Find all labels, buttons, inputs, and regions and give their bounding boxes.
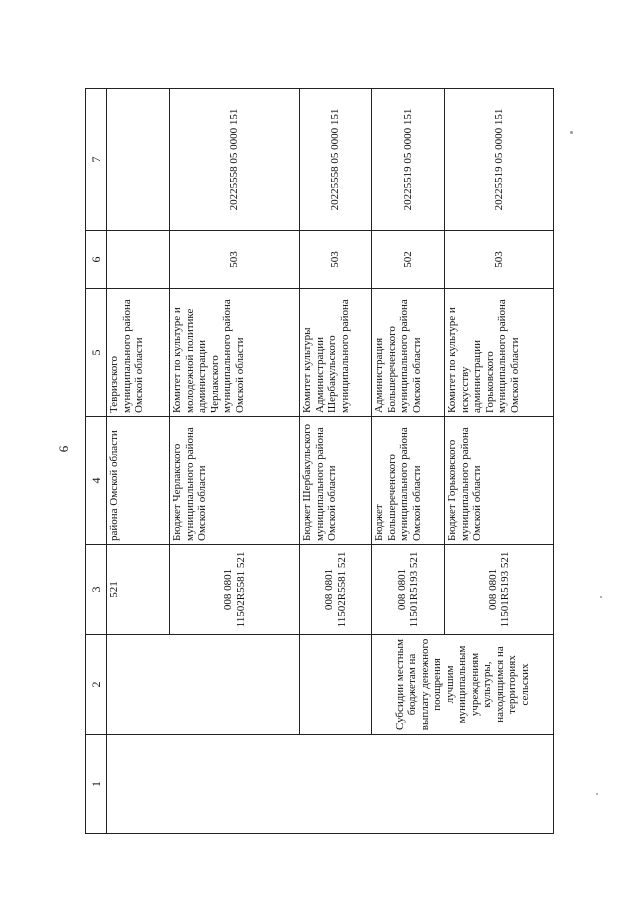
- cell-administrator: Комитет по культуре и молодежной политике администрации Черлакского муниципального района Омской области: [170, 289, 300, 417]
- cell-col1: [170, 735, 300, 834]
- cell-budget-code: 008 0801 11502R5581 521: [170, 545, 300, 635]
- cell-subsidy-description: Субсидии местным бюджетам на выплату денежного поощрения лучшим муниципальным учреждениям культуры, находящимся на территориях сельских: [372, 635, 554, 735]
- cell-col1: [300, 735, 372, 834]
- cell-budget-code: 008 0801 11502R5581 521: [300, 545, 372, 635]
- cell-col2: [300, 635, 372, 735]
- cell-budget-name: Бюджет Черлакского муниципального района Омской области: [170, 417, 300, 545]
- cell-code: 503: [300, 231, 372, 289]
- header-cell: 3: [86, 545, 107, 635]
- cell-administrator: Комитет культуры Администрации Шербакульского муниципального района: [300, 289, 372, 417]
- scan-speck: [600, 596, 602, 598]
- scan-speck: [596, 793, 598, 795]
- page-number: 6: [56, 445, 71, 453]
- header-cell: 2: [86, 635, 107, 735]
- cell-budget-code: 521: [107, 545, 170, 635]
- header-cell: 5: [86, 289, 107, 417]
- cell-revenue-code: 20225519 05 0000 151: [372, 89, 445, 231]
- cell-budget-code: 008 0801 11501R5193 521: [372, 545, 445, 635]
- table-row: [107, 89, 170, 834]
- cell-code: 503: [445, 231, 554, 289]
- cell-revenue-code: [107, 89, 170, 231]
- cell-col1: [445, 735, 554, 834]
- header-cell: 1: [86, 735, 107, 834]
- budget-table: [85, 88, 554, 834]
- cell-budget-name: Бюджет Горьковского муниципального района Омской области: [445, 417, 554, 545]
- header-cell: 4: [86, 417, 107, 545]
- table-row: [300, 89, 372, 834]
- cell-code: [107, 231, 170, 289]
- scan-speck: [570, 131, 573, 134]
- cell-col2: [107, 635, 170, 735]
- cell-revenue-code: 20225558 05 0000 151: [300, 89, 372, 231]
- header-cell: 7: [86, 89, 107, 231]
- cell-budget-name: Бюджет Шербакульского муниципального района Омской области: [300, 417, 372, 545]
- cell-col2: [170, 635, 300, 735]
- cell-budget-code: 008 0801 11501R5193 521: [445, 545, 554, 635]
- table-row: [372, 89, 445, 834]
- cell-administrator: Тевризского муниципального района Омской области: [107, 289, 170, 417]
- cell-code: 502: [372, 231, 445, 289]
- rotated-table-container: [85, 89, 550, 834]
- header-cell: 6: [86, 231, 107, 289]
- cell-revenue-code: 20225558 05 0000 151: [170, 89, 300, 231]
- table-header-row: [86, 89, 107, 834]
- cell-administrator: Администрация Большереченского муниципального района Омской области: [372, 289, 445, 417]
- cell-col1: [107, 735, 170, 834]
- cell-budget-name: Бюджет Большереченского муниципального района Омской области: [372, 417, 445, 545]
- cell-code: 503: [170, 231, 300, 289]
- cell-administrator: Комитет по культуре и искусству администрации Горьковского муниципального района Омской области: [445, 289, 554, 417]
- cell-budget-name: района Омской области: [107, 417, 170, 545]
- cell-col1: [372, 735, 445, 834]
- table-row: [170, 89, 300, 834]
- cell-revenue-code: 20225519 05 0000 151: [445, 89, 554, 231]
